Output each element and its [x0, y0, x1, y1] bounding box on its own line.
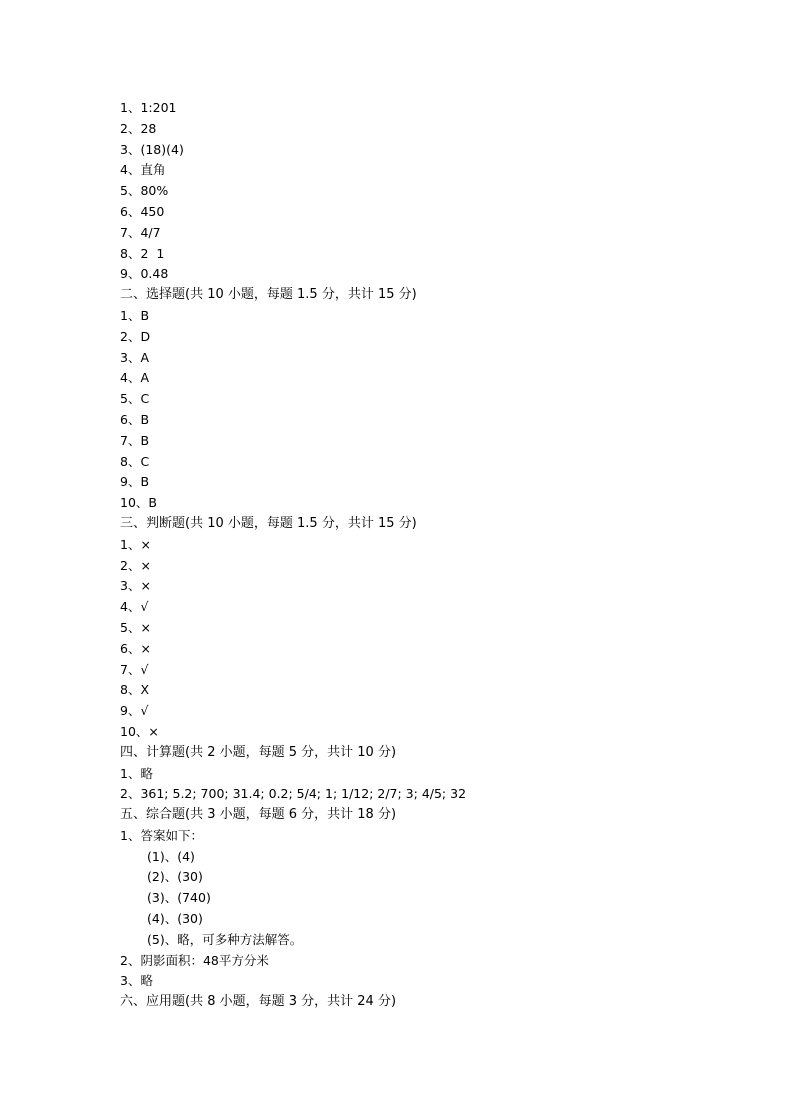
answer-line: 9、√	[120, 703, 149, 719]
answer-line: 10、B	[120, 495, 157, 511]
answer-key-content	[120, 98, 760, 1013]
answer-line: 1、1:201	[120, 100, 177, 115]
answer-line: 3、A	[120, 349, 150, 365]
answer-line: 6、×	[120, 640, 151, 656]
answer-line: 8、X	[120, 682, 150, 698]
answer-line: 10、×	[120, 723, 159, 739]
answer-line: 3、略	[120, 973, 153, 989]
answer-line: 3、×	[120, 578, 151, 594]
answer-line: 3、(18)(4)	[120, 141, 184, 157]
answer-line: 8、2 1	[120, 245, 165, 261]
answer-line: 8、C	[120, 453, 150, 469]
sub-answer-line: (4)、(30)	[147, 911, 203, 927]
answer-line: 2、D	[120, 328, 151, 344]
answer-line: 2、阴影面积：48平方分米	[120, 952, 269, 968]
sub-answer-line: (3)、(740)	[147, 890, 211, 906]
answer-line: 2、28	[120, 120, 157, 136]
answer-line: 1、略	[120, 765, 153, 781]
answer-line: 7、4/7	[120, 224, 161, 240]
answer-line: 5、×	[120, 619, 151, 635]
section-heading: 三、判断题(共 10 小题，每题 1.5 分，共计 15 分)	[120, 515, 417, 531]
answer-line: 2、×	[120, 557, 151, 573]
answer-line: 1、B	[120, 307, 150, 323]
sub-answer-line: (5)、略，可多种方法解答。	[147, 931, 303, 947]
answer-line: 1、答案如下：	[120, 827, 203, 843]
answer-line: 4、√	[120, 599, 149, 615]
answer-line: 5、80%	[120, 183, 169, 199]
answer-line: 6、B	[120, 411, 150, 427]
answer-line: 9、B	[120, 474, 150, 490]
answer-line: 4、A	[120, 370, 150, 386]
answer-line: 6、450	[120, 203, 165, 219]
answer-line: 7、√	[120, 661, 149, 677]
sub-answer-line: (2)、(30)	[147, 869, 203, 885]
answer-line: 1、×	[120, 536, 151, 552]
section-heading: 四、计算题(共 2 小题，每题 5 分，共计 10 分)	[120, 744, 397, 760]
sub-answer-line: (1)、(4)	[147, 848, 195, 864]
answer-line: 2、361; 5.2; 700; 31.4; 0.2; 5/4; 1; 1/12; 2/7; 3; 4/5; 32	[120, 786, 467, 802]
answer-line: 7、B	[120, 432, 150, 448]
section-heading: 五、综合题(共 3 小题，每题 6 分，共计 18 分)	[120, 807, 397, 823]
answer-line: 5、C	[120, 391, 150, 407]
answer-line: 4、直角	[120, 162, 166, 178]
answer-line: 9、0.48	[120, 266, 169, 282]
section-heading: 二、选择题(共 10 小题，每题 1.5 分，共计 15 分)	[120, 287, 417, 303]
section-heading: 六、应用题(共 8 小题，每题 3 分，共计 24 分)	[120, 994, 397, 1010]
